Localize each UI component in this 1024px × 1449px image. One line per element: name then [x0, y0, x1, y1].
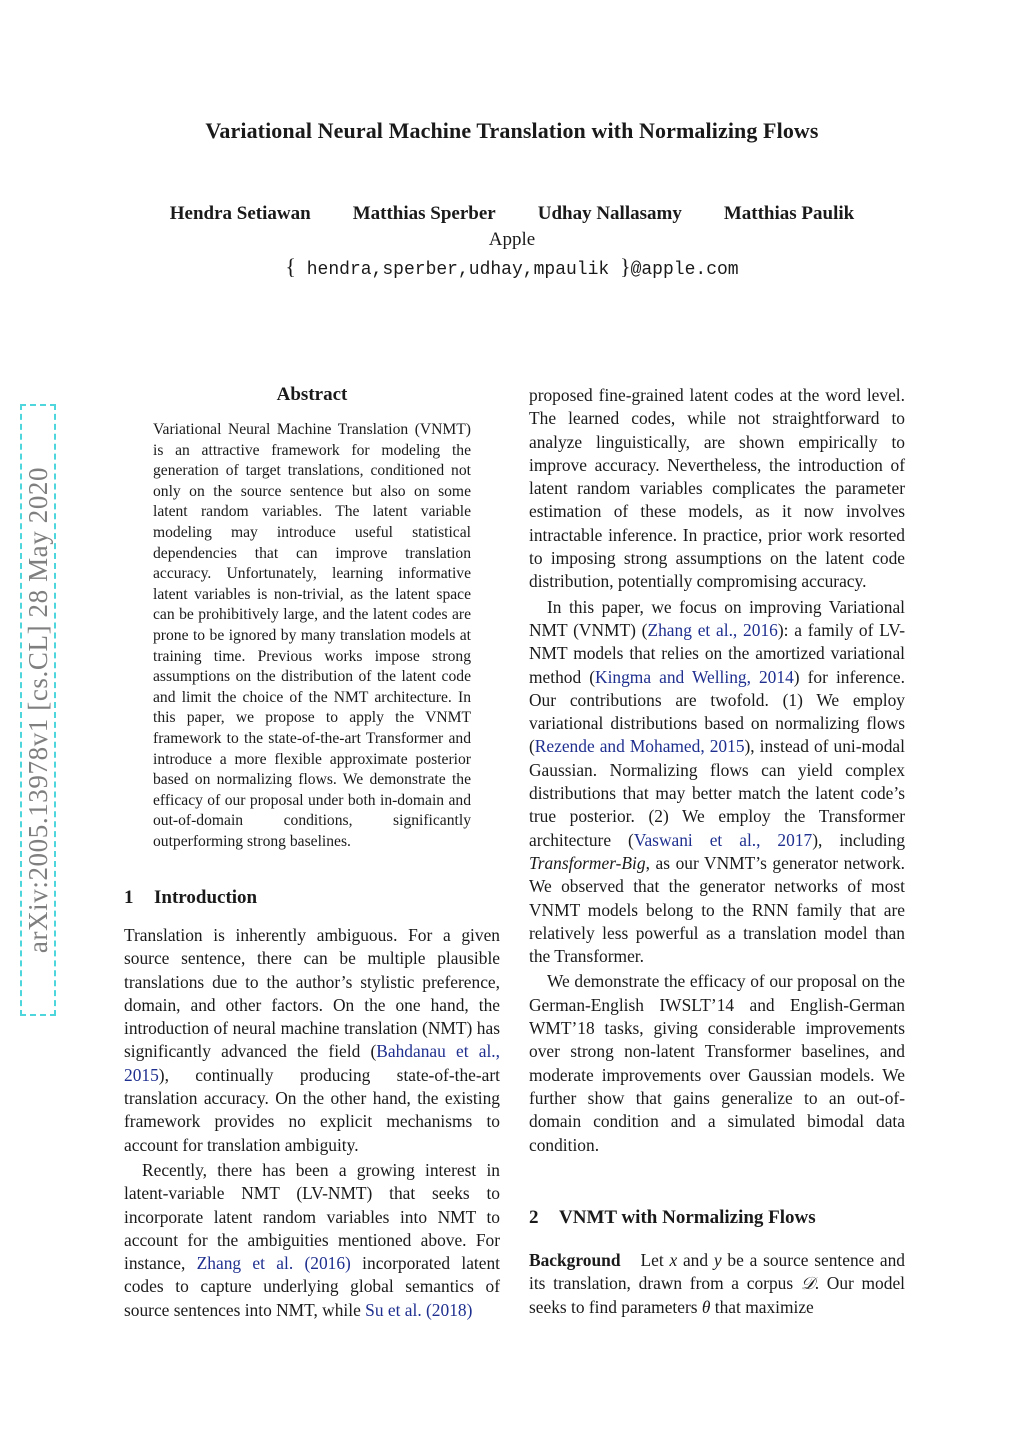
author-name: Hendra Setiawan: [169, 203, 311, 224]
author-email: [0, 254, 1024, 280]
text-run: In this paper, we focus on improving Variational NMT (VNMT) (: [529, 596, 905, 640]
citation-link[interactable]: Kingma and Welling, 2014: [595, 666, 794, 687]
email-domain: @apple.com: [630, 260, 739, 280]
text-run: , as our VNMT’s generator network. We observed that the generator networks of most VNMT models belong to the RNN family that are relatively less powerful as a translation model than the Transformer.: [529, 852, 905, 967]
paragraph: [529, 596, 905, 969]
email-users: hendra,sperber,udhay,mpaulik: [295, 260, 621, 280]
citation-link[interactable]: Zhang et al. (2016): [196, 1253, 351, 1274]
text-run: . Our model seeks to find parameters: [529, 1273, 905, 1317]
paragraph: [529, 1249, 905, 1319]
math-symbol: x: [669, 1250, 678, 1270]
section-number: 2: [529, 1207, 539, 1228]
paper-title: Variational Neural Machine Translation with Normalizing Flows: [205, 118, 819, 143]
math-symbol: y: [713, 1250, 722, 1270]
left-column-body: [124, 924, 500, 1322]
section-title: VNMT with Normalizing Flows: [559, 1207, 816, 1228]
abstract-text: Variational Neural Machine Translation (VNMT) is an attractive framework for modeling the generation of target translations, conditioned not only on the source sentence but also on some latent random variables. The latent variable modeling may introduce useful statistical dependencies that can improve translation accuracy. Unfortunately, learning informative latent variables is non-trivial, as the latent space can be prohibitively large, and the latent codes are prone to be ignored by many translation models at training time. Previous works impose strong assumptions on the distribution of the latent code and limit the choice of the NMT architecture. In this paper, we propose to apply the VNMT framework to the state-of-the-art Transformer and introduce a more flexible approximate posterior based on normalizing flows. We demonstrate the efficacy of our proposal under both in-domain and out-of-domain conditions, significantly outperforming strong baselines.: [153, 421, 471, 850]
emphasis: Transformer-Big: [529, 852, 646, 873]
author-list: [0, 203, 1024, 225]
text-run: ), instead of uni-modal Gaussian. Normalizing flows can yield complex distributions that may better match the latent code’s true posterior. (2) We employ the Transformer architecture (: [529, 736, 905, 850]
paragraph: [124, 924, 500, 1157]
text-run: Let: [640, 1250, 670, 1270]
section-number: 1: [124, 887, 134, 908]
author-name: Matthias Paulik: [723, 203, 855, 224]
background-paragraph: [529, 1249, 905, 1319]
citation-link[interactable]: Su et al. (2018): [365, 1299, 473, 1320]
citation-link[interactable]: Bahdanau et al., 2015: [124, 1041, 501, 1085]
right-column-body: [529, 384, 905, 1157]
text-run: be a source sentence and its translation, drawn from a corpus: [529, 1250, 905, 1294]
affiliation: Apple: [488, 229, 536, 250]
math-symbol: 𝒟: [800, 1273, 815, 1294]
email-close-brace: }: [620, 254, 631, 279]
text-run: and: [677, 1250, 714, 1270]
text-run: that maximize: [710, 1296, 814, 1317]
citation-link[interactable]: Vaswani et al., 2017: [633, 829, 813, 850]
text-run: ): a family of LV-NMT models that relies on the amortized variational method (: [529, 619, 905, 687]
run-in-heading: Background: [529, 1250, 621, 1270]
text-run: Translation is inherently ambiguous. For a given source sentence, there can be multiple plausible translations due to the author’s stylistic preference, domain, and other factors. On the one hand, the introduction of neural machine translation (NMT) has significantly advanced the field (: [124, 925, 500, 1062]
abstract-heading: Abstract: [276, 384, 348, 405]
math-symbol: θ: [701, 1296, 711, 1317]
text-run: Recently, there has been a growing interest in latent-variable NMT (LV-NMT) that seeks to incorporate latent random variables into NMT to account for the ambiguities mentioned above. For instance,: [124, 1159, 500, 1274]
text-run: incorporated latent codes to capture underlying global semantics of source sentences into NMT, while: [124, 1253, 500, 1320]
section-title: Introduction: [154, 887, 258, 908]
arxiv-stamp[interactable]: arXiv:2005.13978v1 [cs.CL] 28 May 2020: [20, 404, 56, 1016]
citation-link[interactable]: Rezende and Mohamed, 2015: [534, 736, 745, 757]
author-name: Udhay Nallasamy: [537, 203, 682, 224]
text-run: ), including: [812, 829, 906, 850]
text-run: ), continually producing state-of-the-art translation accuracy. On the other hand, the existing framework provides no explicit mechanisms to account for translation ambiguity.: [124, 1064, 500, 1155]
section-heading: [529, 1207, 816, 1229]
author-name: Matthias Sperber: [352, 203, 496, 224]
section-heading: [124, 887, 257, 909]
paragraph: We demonstrate the efficacy of our proposal on the German-English IWSLT’14 and English-German WMT’18 tasks, giving considerable improvements over strong non-latent Transformer baselines, and moderate improvements over Gaussian models. We further show that gains generalize to an out-of-domain condition and a simulated bimodal data condition.: [529, 971, 905, 1155]
paragraph: [124, 1159, 500, 1322]
text-run: ) for inference. Our contributions are twofold. (1) We employ variational distributions based on normalizing flows (: [529, 666, 905, 757]
paragraph: proposed fine-grained latent codes at the word level. The learned codes, while not straightforward to analyze linguistically, are shown empirically to improve accuracy. Nevertheless, the introduction of latent random variables complicates the parameter estimation of these models, as it now involves intractable inference. In practice, prior work resorted to imposing strong assumptions on the latent code distribution, potentially compromising accuracy.: [529, 385, 905, 592]
citation-link[interactable]: Zhang et al., 2016: [647, 619, 778, 640]
email-open-brace: {: [285, 254, 296, 279]
